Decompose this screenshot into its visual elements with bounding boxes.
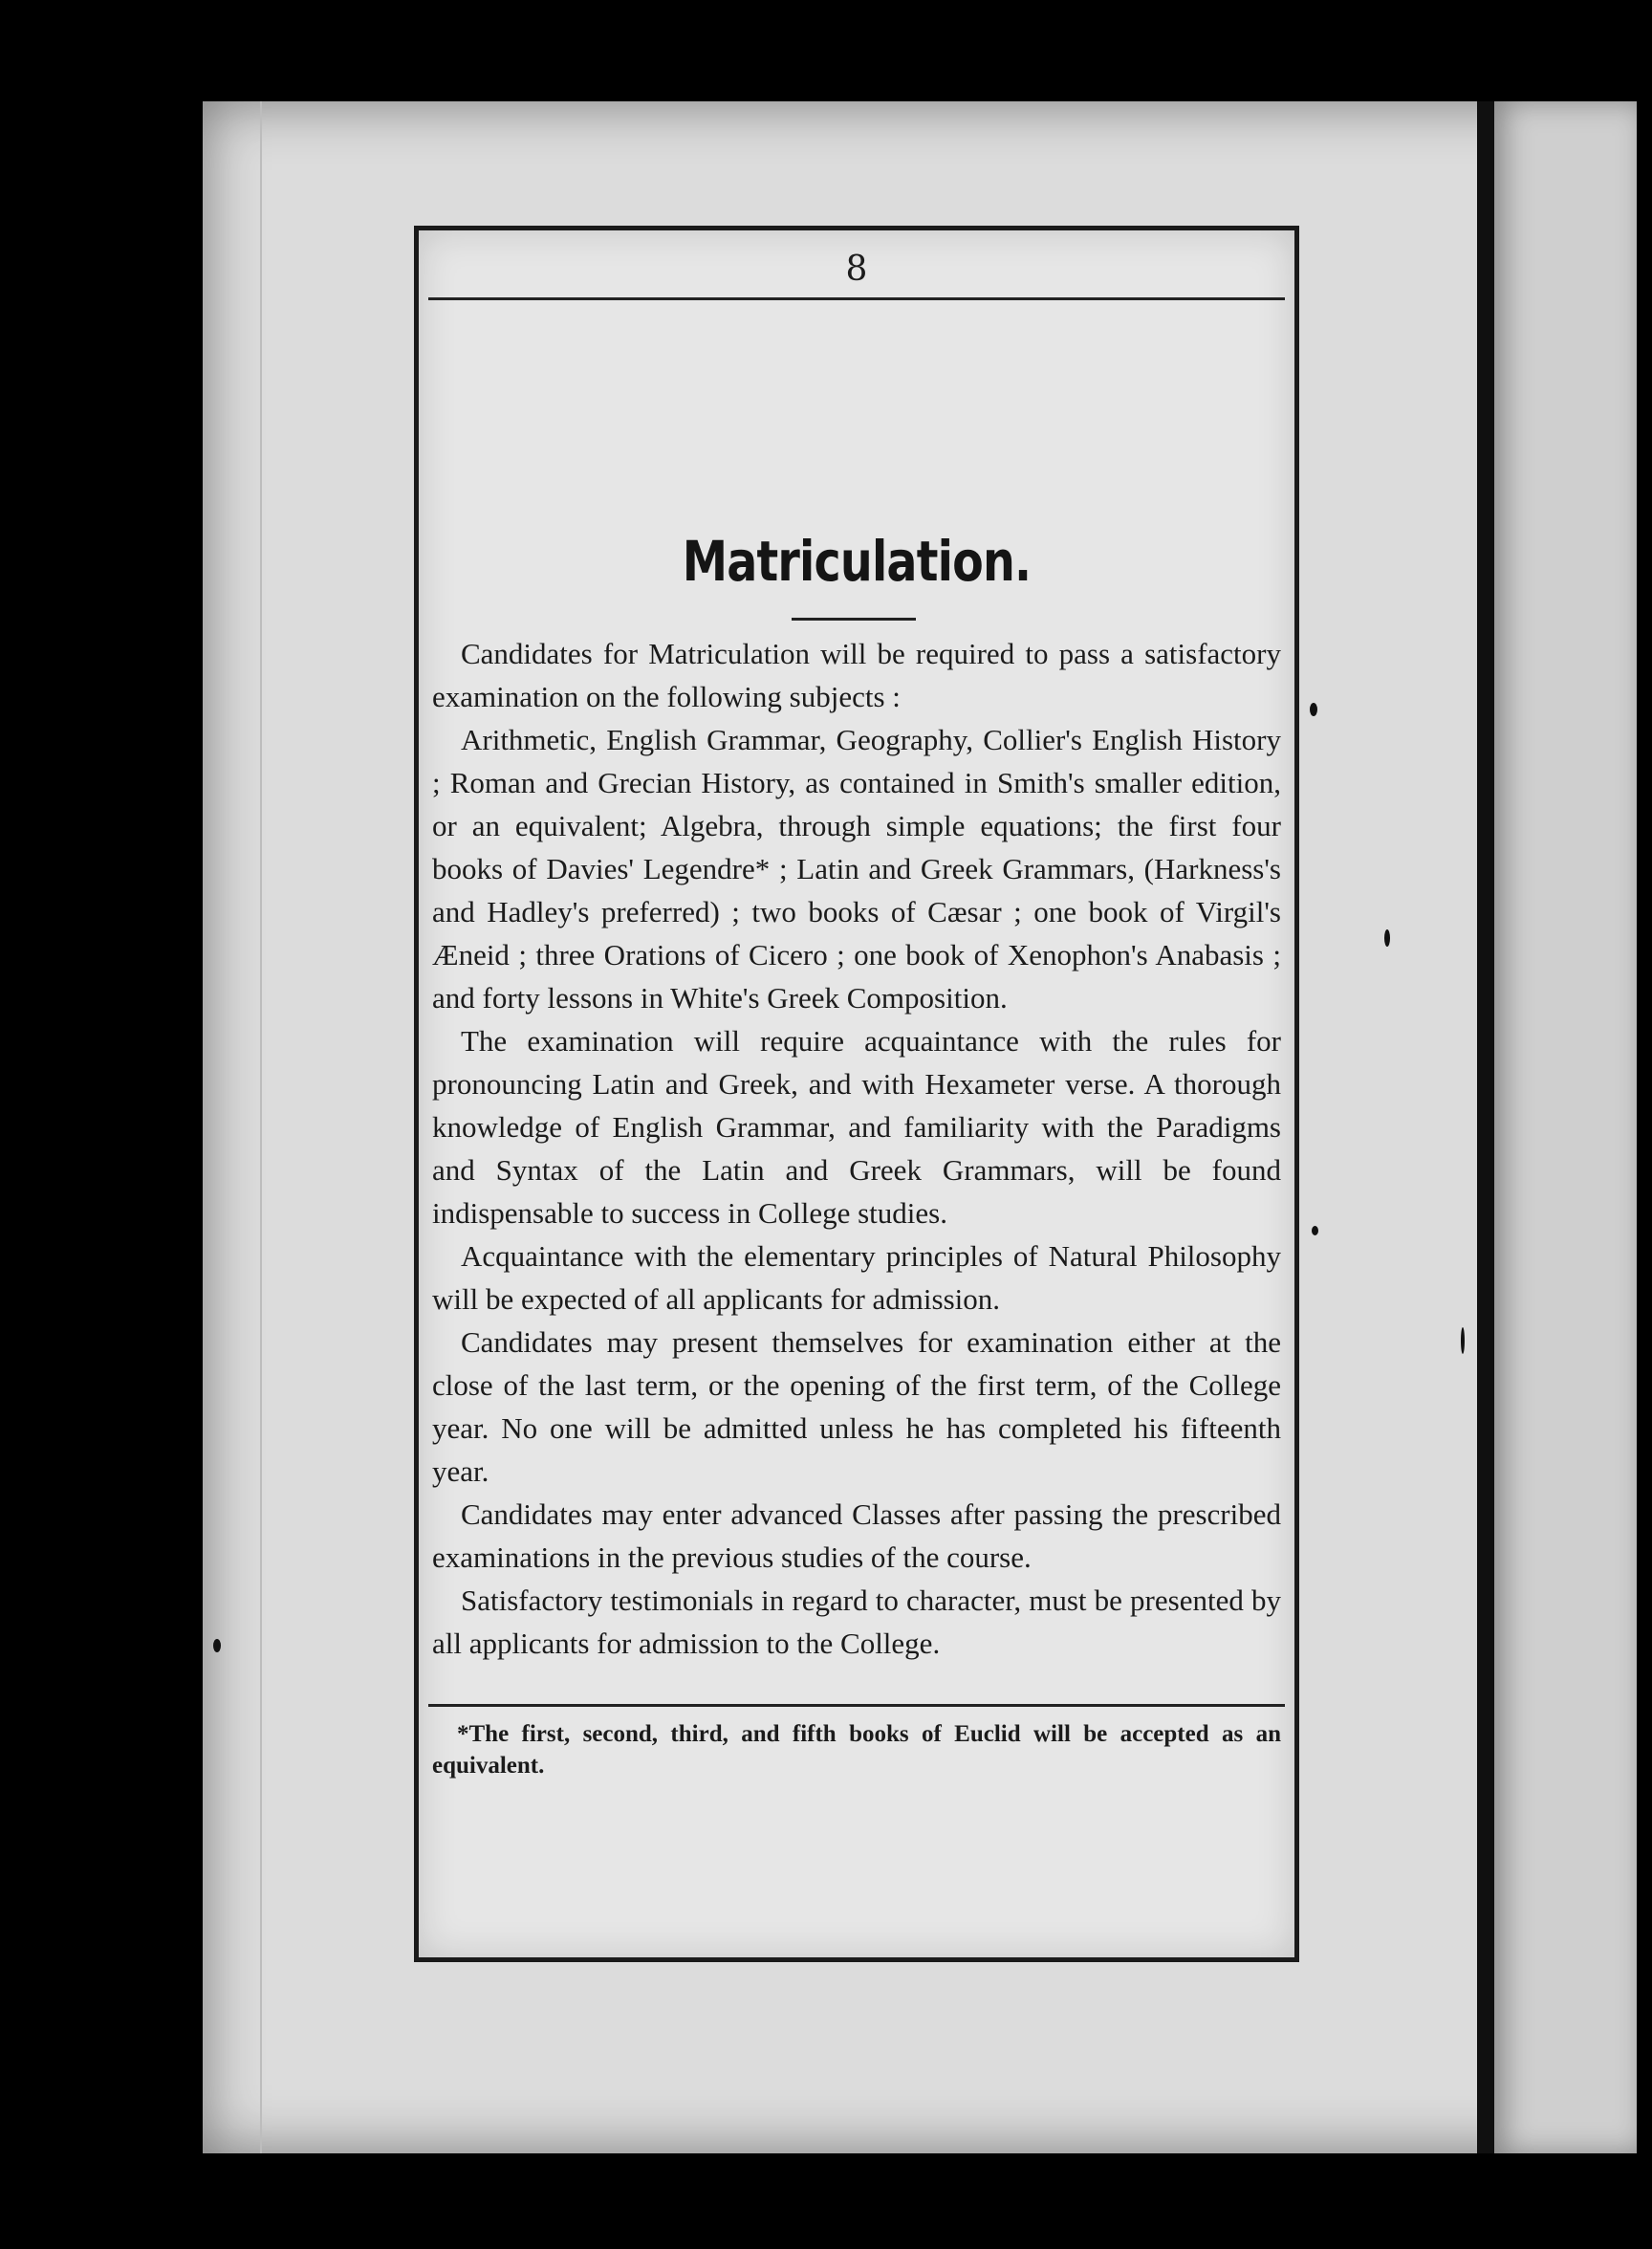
sheet-fold-line bbox=[260, 101, 262, 2153]
ink-speck bbox=[213, 1639, 221, 1652]
ink-speck bbox=[1312, 1226, 1318, 1235]
paragraph: Candidates may present themselves for examination either at the close of the last term, or the opening of the first term, of the College year. No one will be admitted unless he has completed his fifteenth year. bbox=[432, 1325, 1281, 1488]
paragraph: Satisfactory testimonials in regard to character, must be presented by all applicants for admission to the College. bbox=[432, 1583, 1281, 1660]
paragraph: Candidates for Matriculation will be required to pass a satisfactory examination on the following subjects : bbox=[432, 637, 1281, 713]
paragraph: Candidates may enter advanced Classes after passing the prescribed examinations in the previous studies of the course. bbox=[432, 1497, 1281, 1574]
page-title: Matriculation. bbox=[682, 529, 1032, 594]
title-underline bbox=[792, 618, 916, 621]
ink-speck bbox=[1461, 1327, 1465, 1354]
ink-speck bbox=[1310, 703, 1317, 716]
ink-speck bbox=[1384, 929, 1390, 947]
page-number: 8 bbox=[845, 250, 868, 289]
paragraph: Acquaintance with the elementary principles of Natural Philosophy will be expected of all applicants for admission. bbox=[432, 1239, 1281, 1316]
facing-page-edge bbox=[1494, 101, 1637, 2153]
paragraph: Arithmetic, English Grammar, Geography, Collier's English History ; Roman and Grecian History, as contained in Smith's smaller edition, or an equivalent; Algebra, through simple equations; the first four books of Davies' Legendre* ; Latin and Greek Grammars, (Harkness's and Hadley's preferred) ; two books of Cæsar ; one book of Virgil's Æneid ; three Orations of Cicero ; one book of Xenophon's Anabasis ; and forty lessons in White's Greek Composition. bbox=[432, 723, 1281, 1015]
footnote-rule bbox=[428, 1704, 1285, 1707]
paragraph: The examination will require acquaintance with the rules for pronouncing Latin and Greek, and with Hexameter verse. A thorough knowledge of English Grammar, and familiarity with the Paradigms and Syntax of the Latin and Greek Grammars, will be found indispensable to success in College studies. bbox=[432, 1024, 1281, 1230]
footnote-text: *The first, second, third, and fifth books of Euclid will be accepted as an equivalent. bbox=[432, 1721, 1281, 1779]
printed-page bbox=[414, 226, 1299, 1962]
footnote bbox=[432, 1718, 1281, 1781]
header-rule bbox=[428, 297, 1285, 300]
body-text bbox=[432, 632, 1281, 1665]
binding-gutter bbox=[1477, 101, 1494, 2153]
